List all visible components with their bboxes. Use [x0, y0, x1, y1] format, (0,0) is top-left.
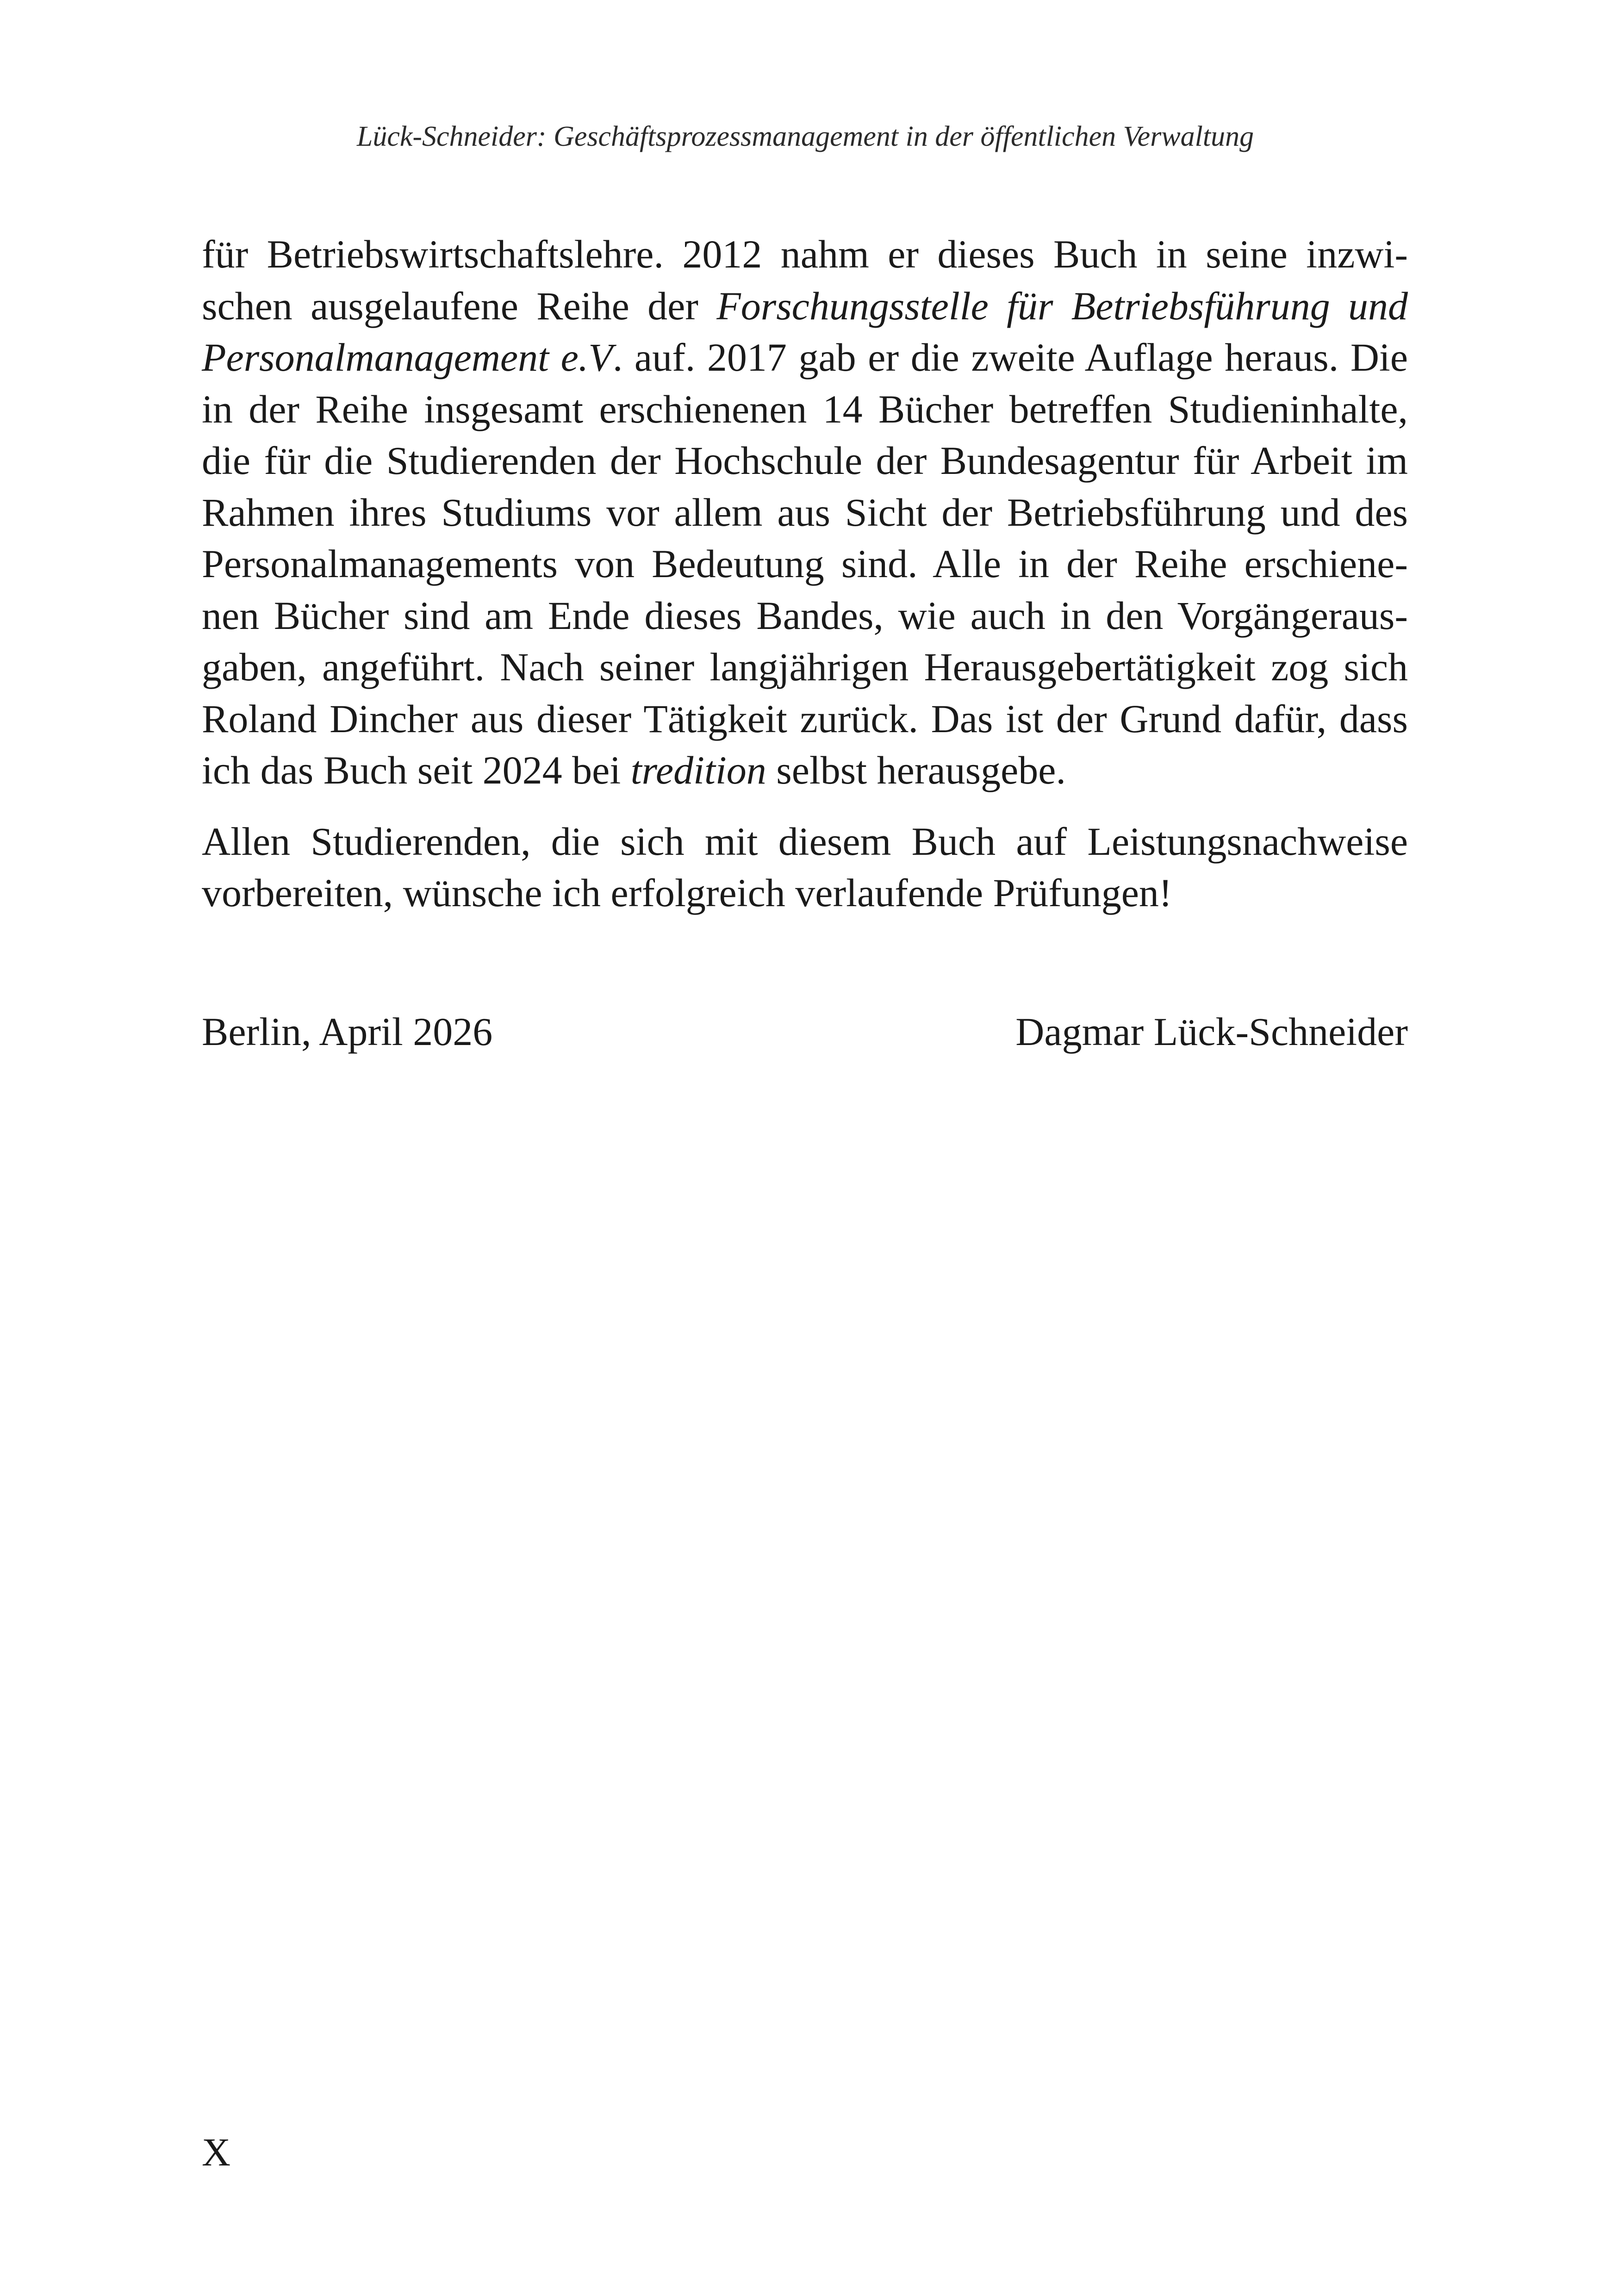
text-span: schen ausgelaufene Reihe der [202, 283, 717, 328]
page-number: X [202, 2130, 231, 2174]
author-name: Dagmar Lück-Schneider [1015, 1009, 1408, 1054]
series-title-italic: Personalmanagement e.V [202, 335, 613, 380]
series-title-italic: Forschungsstelle für Betriebsführung und [716, 283, 1408, 328]
running-header: Lück-Schneider: Geschäftsprozessmanagement in der öffentlichen Verwaltung [356, 121, 1254, 152]
body-text [202, 229, 1408, 919]
text-line: vorbereiten, wünsche ich erfolgreich verlaufende Prüfungen! [202, 871, 1172, 915]
paragraph-2 [202, 816, 1408, 919]
text-span: . auf. 2017 gab er die zweite Auflage heraus. Die [612, 335, 1408, 380]
signature-row [202, 1006, 1408, 1058]
text-span: ich das Buch seit 2024 bei [202, 748, 631, 792]
paragraph-1 [202, 229, 1408, 796]
text-line: die für die Studierenden der Hochschule der Bundesagentur für Arbeit im [202, 438, 1408, 483]
text-line [202, 332, 1408, 384]
text-line: gaben, angeführt. Nach seiner langjährigen Herausgebertätigkeit zog sich [202, 645, 1408, 689]
text-line: Allen Studierenden, die sich mit diesem Buch auf Leistungsnachweise [202, 819, 1408, 864]
text-span: selbst herausgebe. [766, 748, 1066, 792]
text-line: Personalmanagements von Bedeutung sind. Alle in der Reihe erschiene- [202, 541, 1408, 586]
text-line [202, 280, 1408, 332]
text-line: für Betriebswirtschaftslehre. 2012 nahm er dieses Buch in seine inzwi- [202, 232, 1408, 276]
text-line [202, 745, 1408, 796]
place-date: Berlin, April 2026 [202, 1009, 493, 1054]
text-line: in der Reihe insgesamt erschienenen 14 Bücher betreffen Studieninhalte, [202, 386, 1408, 431]
publisher-name-italic: tredition [630, 748, 766, 792]
text-line: nen Bücher sind am Ende dieses Bandes, wie auch in den Vorgängeraus- [202, 593, 1408, 638]
text-line: Rahmen ihres Studiums vor allem aus Sicht der Betriebsführung und des [202, 490, 1408, 535]
paragraph-spacer [202, 796, 1408, 816]
text-line: Roland Dincher aus dieser Tätigkeit zurück. Das ist der Grund dafür, dass [202, 696, 1408, 741]
